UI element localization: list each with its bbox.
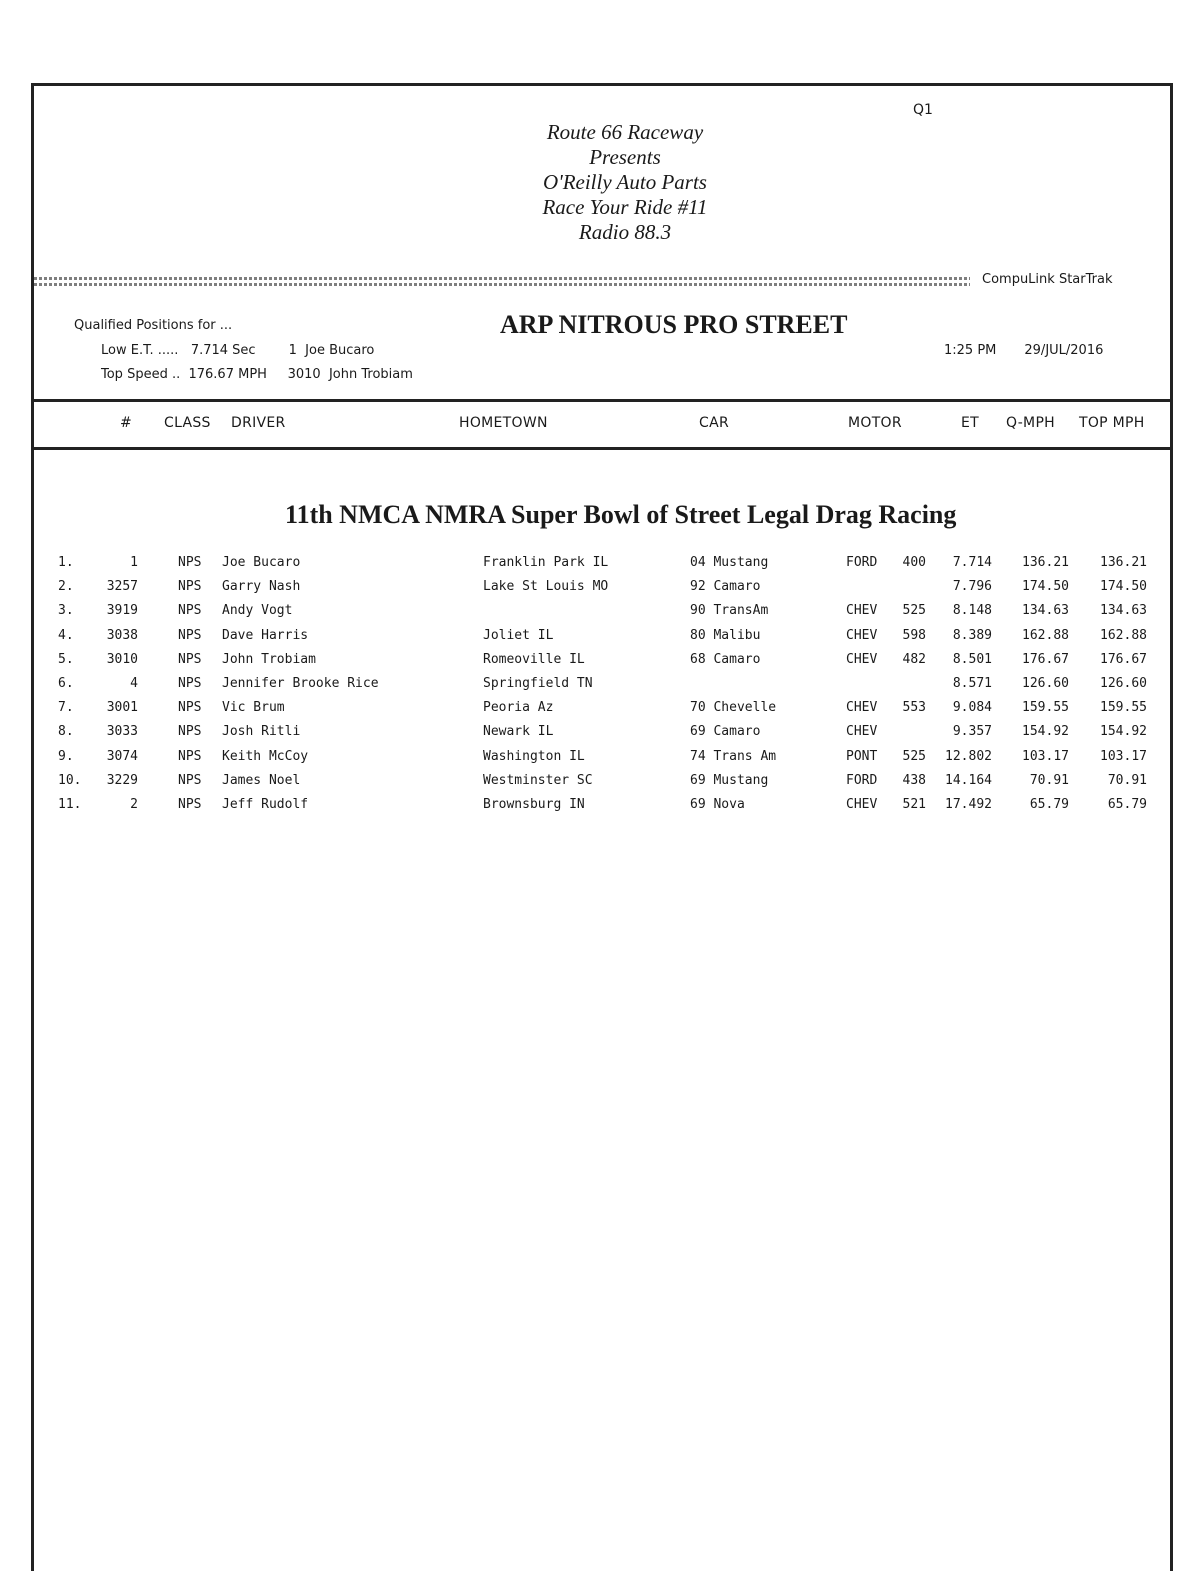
- class: NPS: [178, 627, 202, 643]
- q-mph: 134.63: [1022, 603, 1069, 619]
- position: 1.: [58, 555, 74, 570]
- car-number: 2: [130, 796, 138, 812]
- low-et-label: Low E.T. .....: [101, 343, 179, 358]
- car: 70 Chevelle: [690, 700, 777, 716]
- top-speed-driver: John Trobiam: [328, 367, 413, 382]
- driver: Vic Brum: [222, 700, 285, 716]
- motor-size: 400: [902, 555, 926, 570]
- hometown: Westminster SC: [483, 772, 593, 788]
- hometown: Lake St Louis MO: [483, 579, 609, 595]
- column-header-et: ET: [961, 415, 979, 431]
- table-row: [0, 773, 1200, 797]
- column-header-car: CAR: [699, 415, 729, 431]
- low-et-car: 1: [288, 343, 297, 358]
- results-table: [0, 555, 1200, 821]
- table-row: [0, 555, 1200, 579]
- motor-size: 525: [902, 603, 926, 619]
- table-row: [0, 579, 1200, 603]
- top-speed-value: 176.67 MPH: [188, 367, 267, 382]
- et: 8.571: [952, 675, 992, 691]
- presenter-block: [420, 120, 830, 245]
- presenter-line: Route 66 Raceway: [546, 120, 704, 144]
- car-number: 3038: [106, 627, 138, 643]
- hometown: Newark IL: [483, 724, 554, 740]
- position: 4.: [58, 627, 74, 643]
- car: 69 Mustang: [690, 772, 769, 788]
- driver: James Noel: [222, 772, 301, 788]
- top-mph: 174.50: [1100, 579, 1147, 595]
- top-speed-label: Top Speed ..: [101, 367, 181, 382]
- driver: Andy Vogt: [222, 603, 293, 619]
- et: 8.148: [952, 603, 992, 619]
- top-mph: 159.55: [1100, 700, 1147, 716]
- column-header-number: #: [120, 415, 133, 431]
- table-row: [0, 700, 1200, 724]
- position: 8.: [58, 724, 74, 740]
- car: 74 Trans Am: [690, 748, 777, 764]
- table-row: [0, 652, 1200, 676]
- top-mph: 154.92: [1100, 724, 1147, 740]
- class-title: ARP NITROUS PRO STREET: [500, 310, 848, 339]
- top-mph: 162.88: [1100, 627, 1147, 643]
- motor-size: 482: [902, 651, 926, 667]
- hometown: Romeoville IL: [483, 651, 585, 667]
- et: 8.501: [952, 651, 992, 667]
- motor-make: CHEV: [846, 724, 878, 740]
- class: NPS: [178, 724, 202, 740]
- class: NPS: [178, 651, 202, 667]
- top-mph: 70.91: [1107, 772, 1147, 788]
- et: 9.357: [952, 724, 992, 740]
- presenter-line: O'Reilly Auto Parts: [543, 170, 707, 194]
- date: 29/JUL/2016: [1024, 343, 1104, 358]
- motor-size: 553: [902, 700, 926, 716]
- position: 10.: [58, 772, 82, 788]
- motor-size: 521: [902, 796, 926, 812]
- car: 04 Mustang: [690, 555, 769, 570]
- motor-make: CHEV: [846, 603, 878, 619]
- et: 7.714: [952, 555, 992, 570]
- results-sheet: [31, 83, 1173, 1571]
- class: NPS: [178, 748, 202, 764]
- q-mph: 136.21: [1022, 555, 1069, 570]
- low-et-value: 7.714 Sec: [190, 343, 256, 358]
- car-number: 3001: [106, 700, 138, 716]
- et: 12.802: [945, 748, 992, 764]
- class: NPS: [178, 603, 202, 619]
- top-mph: 126.60: [1100, 675, 1147, 691]
- column-header-qmph: Q-MPH: [1006, 415, 1056, 431]
- column-header-top-mph: TOP MPH: [1079, 415, 1145, 431]
- dotted-divider: [34, 277, 970, 286]
- time: 1:25 PM: [944, 343, 997, 358]
- car-number: 3919: [106, 603, 138, 619]
- table-row: [0, 749, 1200, 773]
- hometown: Brownsburg IN: [483, 796, 585, 812]
- presenter-line: Race Your Ride #11: [542, 195, 708, 219]
- q-mph: 176.67: [1022, 651, 1069, 667]
- column-header-hometown: HOMETOWN: [459, 415, 548, 431]
- et: 14.164: [945, 772, 992, 788]
- class: NPS: [178, 772, 202, 788]
- class: NPS: [178, 579, 202, 595]
- position: 6.: [58, 675, 74, 691]
- position: 3.: [58, 603, 74, 619]
- car: 68 Camaro: [690, 651, 761, 667]
- motor-make: FORD: [846, 772, 878, 788]
- car-number: 3229: [106, 772, 138, 788]
- class: NPS: [178, 555, 202, 570]
- car: 92 Camaro: [690, 579, 761, 595]
- motor-make: CHEV: [846, 796, 878, 812]
- qualified-positions-label: Qualified Positions for ...: [74, 318, 233, 333]
- class: NPS: [178, 796, 202, 812]
- position: 11.: [58, 796, 82, 812]
- presenter-line: Radio 88.3: [578, 220, 672, 244]
- q-mph: 162.88: [1022, 627, 1069, 643]
- timestamp: [944, 343, 1103, 358]
- top-mph: 134.63: [1100, 603, 1147, 619]
- car: 90 TransAm: [690, 603, 769, 619]
- round-label: Q1: [913, 102, 933, 118]
- car-number: 3074: [106, 748, 138, 764]
- top-mph: 65.79: [1107, 796, 1147, 812]
- car: 69 Camaro: [690, 724, 761, 740]
- q-mph: 65.79: [1029, 796, 1069, 812]
- table-row: [0, 676, 1200, 700]
- q-mph: 126.60: [1022, 675, 1069, 691]
- column-header-driver: DRIVER: [231, 415, 286, 431]
- motor-make: CHEV: [846, 627, 878, 643]
- class: NPS: [178, 675, 202, 691]
- presenter-line: Presents: [589, 145, 661, 169]
- position: 2.: [58, 579, 74, 595]
- motor-make: CHEV: [846, 700, 878, 716]
- hometown: Joliet IL: [483, 627, 554, 643]
- q-mph: 174.50: [1022, 579, 1069, 595]
- et: 9.084: [952, 700, 992, 716]
- hometown: Franklin Park IL: [483, 555, 609, 570]
- driver: Dave Harris: [222, 627, 309, 643]
- top-mph: 176.67: [1100, 651, 1147, 667]
- header-rule-bottom: [31, 447, 1173, 450]
- column-header-motor: MOTOR: [848, 415, 902, 431]
- top-mph: 103.17: [1100, 748, 1147, 764]
- motor-size: 438: [902, 772, 926, 788]
- car-number: 4: [130, 675, 138, 691]
- table-row: [0, 797, 1200, 821]
- table-row: [0, 603, 1200, 627]
- table-row: [0, 628, 1200, 652]
- motor-size: 598: [902, 627, 926, 643]
- q-mph: 103.17: [1022, 748, 1069, 764]
- table-row: [0, 724, 1200, 748]
- motor-make: CHEV: [846, 651, 878, 667]
- car: 69 Nova: [690, 796, 745, 812]
- q-mph: 154.92: [1022, 724, 1069, 740]
- car-number: 3033: [106, 724, 138, 740]
- et: 8.389: [952, 627, 992, 643]
- motor-size: 525: [902, 748, 926, 764]
- car-number: 3257: [106, 579, 138, 595]
- position: 9.: [58, 748, 74, 764]
- car: 80 Malibu: [690, 627, 761, 643]
- driver: Josh Ritli: [222, 724, 301, 740]
- low-et-driver: Joe Bucaro: [305, 343, 375, 358]
- q-mph: 70.91: [1029, 772, 1069, 788]
- hometown: Washington IL: [483, 748, 585, 764]
- car-number: 3010: [106, 651, 138, 667]
- timing-system-label: CompuLink StarTrak: [982, 272, 1113, 287]
- position: 7.: [58, 700, 74, 716]
- driver: Jeff Rudolf: [222, 796, 309, 812]
- class: NPS: [178, 700, 202, 716]
- hometown: Peoria Az: [483, 700, 554, 716]
- position: 5.: [58, 651, 74, 667]
- q-mph: 159.55: [1022, 700, 1069, 716]
- motor-make: FORD: [846, 555, 878, 570]
- top-speed-line: [101, 367, 413, 382]
- et: 7.796: [952, 579, 992, 595]
- driver: John Trobiam: [222, 651, 316, 667]
- driver: Keith McCoy: [222, 748, 309, 764]
- driver: Garry Nash: [222, 579, 301, 595]
- hometown: Springfield TN: [483, 675, 593, 691]
- motor-make: PONT: [846, 748, 878, 764]
- event-super-title: 11th NMCA NMRA Super Bowl of Street Legal Drag Racing: [285, 500, 957, 529]
- driver: Joe Bucaro: [222, 555, 301, 570]
- car-number: 1: [130, 555, 138, 570]
- header-rule-top: [31, 399, 1173, 402]
- top-mph: 136.21: [1100, 555, 1147, 570]
- low-et-line: [101, 343, 374, 358]
- top-speed-car: 3010: [287, 367, 321, 382]
- driver: Jennifer Brooke Rice: [222, 675, 379, 691]
- column-header-class: CLASS: [164, 415, 211, 431]
- et: 17.492: [945, 796, 992, 812]
